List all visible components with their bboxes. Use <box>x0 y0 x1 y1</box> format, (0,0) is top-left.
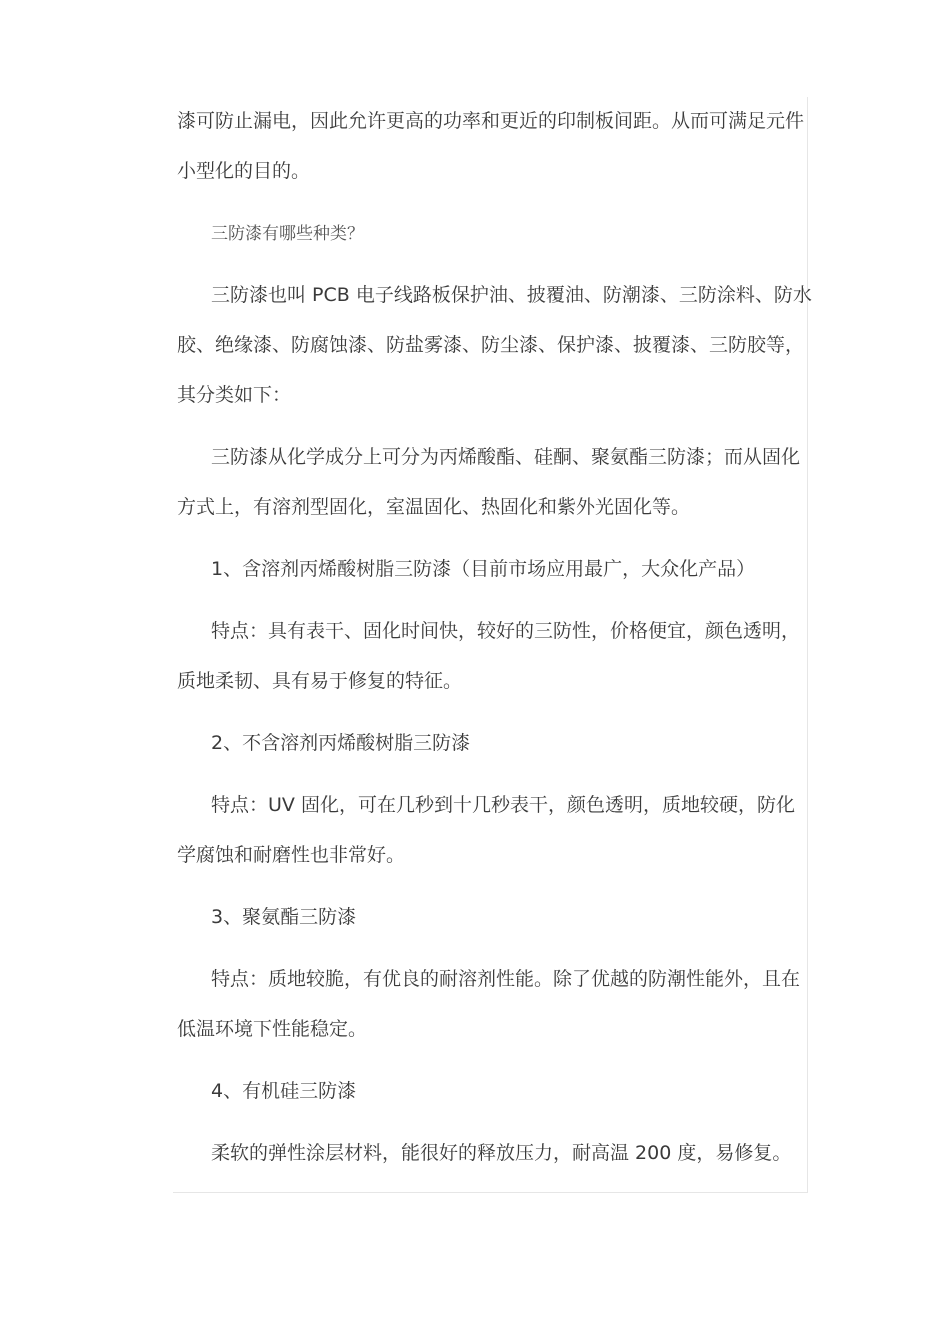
list-item-heading: 1、含溶剂丙烯酸树脂三防漆（目前市场应用最广，大众化产品） <box>211 558 756 580</box>
paragraph-line: 低温环境下性能稳定。 <box>177 1018 368 1040</box>
list-item-heading: 3、聚氨酯三防漆 <box>211 906 357 928</box>
paragraph-line: 质地柔韧、具有易于修复的特征。 <box>177 670 463 692</box>
section-heading: 三防漆有哪些种类？ <box>211 224 364 244</box>
paragraph-line: 柔软的弹性涂层材料，能很好的释放压力，耐高温 200 度，易修复。 <box>211 1142 792 1164</box>
paragraph-line: 特点：质地较脆，有优良的耐溶剂性能。除了优越的防潮性能外，且在 <box>211 968 801 990</box>
paragraph-line: 胶、绝缘漆、防腐蚀漆、防盐雾漆、防尘漆、保护漆、披覆漆、三防胶等， <box>177 334 805 356</box>
paragraph-line: 学腐蚀和耐磨性也非常好。 <box>177 844 406 866</box>
paragraph-line: 特点：UV 固化，可在几秒到十几秒表干，颜色透明，质地较硬，防化 <box>211 794 795 816</box>
paragraph-line: 三防漆也叫 PCB 电子线路板保护油、披覆油、防潮漆、三防涂料、防水 <box>211 284 812 306</box>
paragraph-line: 方式上，有溶剂型固化，室温固化、热固化和紫外光固化等。 <box>177 496 691 518</box>
paragraph-line: 其分类如下： <box>177 384 292 406</box>
paragraph-line: 特点：具有表干、固化时间快，较好的三防性，价格便宜，颜色透明， <box>211 620 801 642</box>
paragraph-line: 漆可防止漏电，因此允许更高的功率和更近的印制板间距。从而可满足元件 <box>177 110 805 132</box>
list-item-heading: 2、不含溶剂丙烯酸树脂三防漆 <box>211 732 471 754</box>
list-item-heading: 4、有机硅三防漆 <box>211 1080 357 1102</box>
paragraph-line: 三防漆从化学成分上可分为丙烯酸酯、硅酮、聚氨酯三防漆；而从固化 <box>211 446 801 468</box>
paragraph-line: 小型化的目的。 <box>177 160 311 182</box>
